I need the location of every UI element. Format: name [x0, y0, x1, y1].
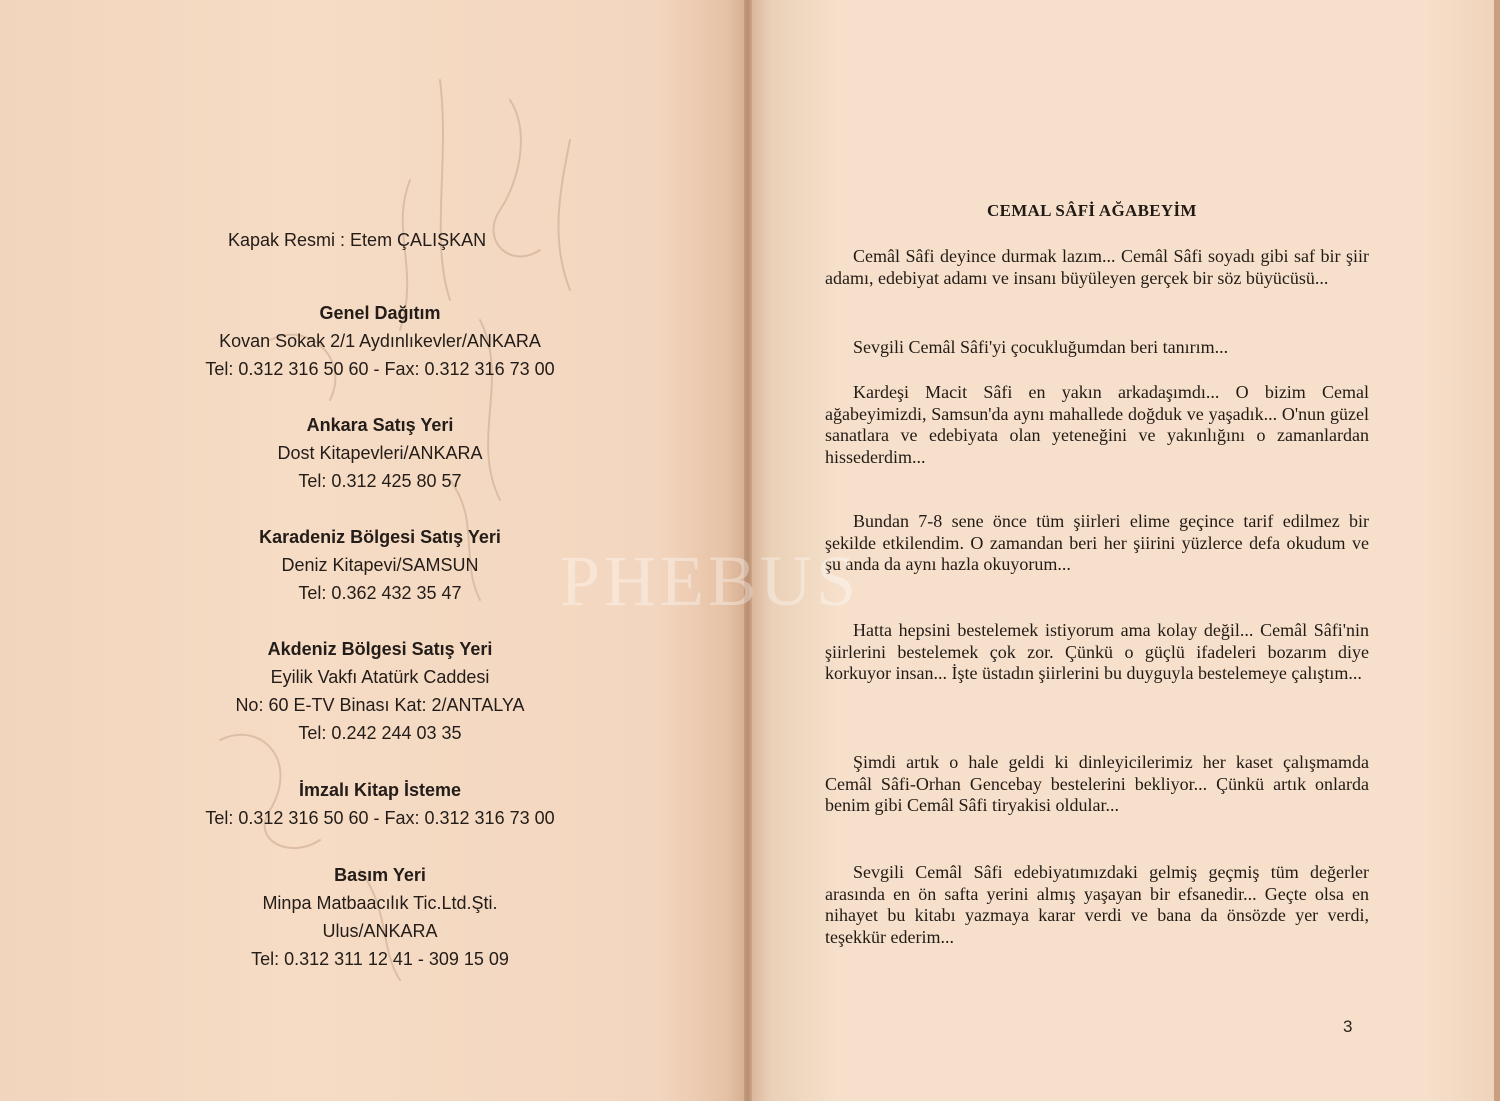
article-title: CEMAL SÂFİ AĞABEYİM: [987, 201, 1197, 220]
signature-bleed-icon: [150, 40, 610, 1000]
paragraph: Sevgili Cemâl Sâfi edebiyatımızdaki gelmiş geçmiş tüm değerler arasında en ön safta yerini almış yaşayan bir efsanedir... Geçte olsa en nihayet bu kitabı yazmaya karar verdi ve bana da önsözde yer verdi, teşekkür ederim...: [825, 862, 1369, 947]
black-sea-sales-section: [150, 523, 610, 607]
print-house-section: [150, 861, 610, 973]
section-line: Tel: 0.312 425 80 57: [298, 471, 462, 491]
section-heading: Ankara Satış Yeri: [306, 415, 454, 435]
cover-credit: Kapak Resmi : Etem ÇALIŞKAN: [228, 230, 487, 250]
paragraph: Şimdi artık o hale geldi ki dinleyicilerimiz her kaset çalışmamda Cemâl Sâfi-Orhan Gencebay bestelerini bekliyor... Çünkü artık onlarda benim gibi Cemâl Sâfi tiryakisi oldular...: [825, 752, 1369, 815]
section-heading: Basım Yeri: [334, 865, 426, 885]
page-number: 3: [1343, 1017, 1353, 1036]
section-line: Tel: 0.312 316 50 60 - Fax: 0.312 316 73 00: [205, 808, 555, 828]
section-heading: İmzalı Kitap İsteme: [298, 780, 462, 800]
section-heading: Genel Dağıtım: [319, 303, 441, 323]
ankara-sales-section: [150, 411, 610, 495]
section-line: Kovan Sokak 2/1 Aydınlıkevler/ANKARA: [219, 331, 541, 351]
section-line: Tel: 0.242 244 03 35: [298, 723, 462, 743]
section-heading: Akdeniz Bölgesi Satış Yeri: [267, 639, 493, 659]
paragraph: Sevgili Cemâl Sâfi'yi çocukluğumdan beri tanırım...: [853, 337, 1229, 357]
paragraph: Bundan 7-8 sene önce tüm şiirleri elime geçince tarif edilmez bir şekilde etkilendim. O zamandan beri her şiirini yüzlerce defa okudum ve şu anda da aynı hazla okuyorum...: [825, 511, 1369, 574]
section-line: Tel: 0.312 311 12 41 - 309 15 09: [251, 949, 509, 969]
section-heading: Karadeniz Bölgesi Satış Yeri: [259, 527, 501, 547]
paragraph: Hatta hepsini bestelemek istiyorum ama kolay değil... Cemâl Sâfi'nin şiirlerini bestelemek çok zor. Çünkü o güçlü ifadeleri bozarım diye korkuyor insan... İşte üstadın şiirlerini bu duyguyla bestelemeye çalıştım...: [825, 620, 1369, 683]
page-edge: [1494, 0, 1500, 1101]
section-line: Eyilik Vakfı Atatürk Caddesi: [270, 667, 490, 687]
section-line: Dost Kitapevleri/ANKARA: [277, 443, 483, 463]
section-line: Ulus/ANKARA: [322, 921, 438, 941]
section-line: Tel: 0.362 432 35 47: [298, 583, 462, 603]
section-line: Deniz Kitapevi/SAMSUN: [281, 555, 479, 575]
watermark: PHEBUS: [560, 541, 861, 621]
mediterranean-sales-section: [150, 635, 610, 747]
signed-book-section: [150, 776, 610, 832]
section-line: No: 60 E-TV Binası Kat: 2/ANTALYA: [235, 695, 525, 715]
section-line: Tel: 0.312 316 50 60 - Fax: 0.312 316 73 00: [205, 359, 555, 379]
distribution-section: [150, 299, 610, 383]
section-line: Minpa Matbaacılık Tic.Ltd.Şti.: [262, 893, 498, 913]
paragraph: Cemâl Sâfi deyince durmak lazım... Cemâl Sâfi soyadı gibi saf bir şiir adamı, edebiyat adamı ve insanı büyüleyen gerçek bir söz büyücüsü...: [825, 246, 1369, 288]
paragraph: Kardeşi Macit Sâfi en yakın arkadaşımdı... O bizim Cemal ağabeyimizdi, Samsun'da aynı mahallede doğduk ve yaşadık... O'nun güzel sanatlara ve edebiyata olan yeteneğini ve yakınlığını o zamanlardan hissederdim...: [825, 382, 1369, 467]
